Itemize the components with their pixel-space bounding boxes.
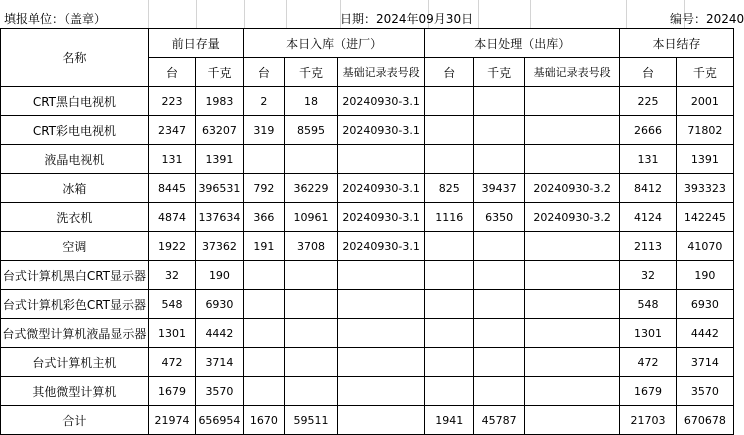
table-row	[1, 348, 734, 377]
in-kg-cell	[285, 145, 338, 174]
bal-tai-cell: 4124	[620, 203, 677, 232]
subheader-bal-tai: 台	[620, 58, 677, 87]
out-record-cell: 20240930-3.2	[525, 203, 620, 232]
unit-label: 填报单位：（盖章）	[4, 12, 107, 26]
group-header-balance: 本日结存	[620, 29, 734, 58]
bal-kg-cell: 6930	[676, 290, 733, 319]
in-tai-cell	[243, 319, 284, 348]
table-row	[1, 319, 734, 348]
subheader-out-tai: 台	[425, 58, 474, 87]
out-tai-cell: 1941	[425, 406, 474, 435]
bal-tai-cell: 1679	[620, 377, 677, 406]
out-tai-cell	[425, 87, 474, 116]
table-row	[1, 145, 734, 174]
in-kg-cell: 8595	[285, 116, 338, 145]
item-name: 空调	[1, 232, 149, 261]
prev-kg-cell: 396531	[196, 174, 244, 203]
out-kg-cell: 6350	[474, 203, 525, 232]
table-row	[1, 174, 734, 203]
in-record-cell	[337, 290, 424, 319]
item-name: 洗衣机	[1, 203, 149, 232]
prev-kg-cell: 3570	[196, 377, 244, 406]
out-tai-cell	[425, 377, 474, 406]
prev-kg-cell: 190	[196, 261, 244, 290]
out-record-cell	[525, 232, 620, 261]
in-kg-cell: 18	[285, 87, 338, 116]
in-record-cell: 20240930-3.1	[337, 174, 424, 203]
in-tai-cell	[243, 145, 284, 174]
bal-tai-cell: 32	[620, 261, 677, 290]
item-name: 液晶电视机	[1, 145, 149, 174]
prev-kg-cell: 4442	[196, 319, 244, 348]
prev-kg-cell: 1983	[196, 87, 244, 116]
out-record-cell	[525, 377, 620, 406]
out-tai-cell	[425, 261, 474, 290]
out-kg-cell	[474, 319, 525, 348]
in-tai-cell: 191	[243, 232, 284, 261]
in-record-cell: 20240930-3.1	[337, 116, 424, 145]
bal-kg-cell: 393323	[676, 174, 733, 203]
in-record-cell	[337, 406, 424, 435]
subheader-out-record: 基础记录表号段	[525, 58, 620, 87]
in-kg-cell	[285, 261, 338, 290]
prev-kg-cell: 63207	[196, 116, 244, 145]
table-row	[1, 232, 734, 261]
out-kg-cell	[474, 261, 525, 290]
bal-tai-cell: 1301	[620, 319, 677, 348]
prev-tai-cell: 472	[148, 348, 195, 377]
item-name: 台式计算机黑白CRT显示器	[1, 261, 149, 290]
bal-kg-cell: 3570	[676, 377, 733, 406]
prev-tai-cell: 4874	[148, 203, 195, 232]
out-record-cell	[525, 87, 620, 116]
bal-tai-cell: 21703	[620, 406, 677, 435]
table-row	[1, 377, 734, 406]
out-record-cell	[525, 145, 620, 174]
out-kg-cell	[474, 116, 525, 145]
out-record-cell	[525, 290, 620, 319]
out-kg-cell	[474, 348, 525, 377]
in-kg-cell	[285, 377, 338, 406]
out-kg-cell	[474, 87, 525, 116]
table-body	[1, 87, 734, 435]
in-record-cell: 20240930-3.1	[337, 87, 424, 116]
prev-tai-cell: 8445	[148, 174, 195, 203]
in-tai-cell	[243, 261, 284, 290]
out-tai-cell	[425, 348, 474, 377]
in-record-cell	[337, 145, 424, 174]
prev-kg-cell: 1391	[196, 145, 244, 174]
out-record-cell	[525, 348, 620, 377]
out-kg-cell: 39437	[474, 174, 525, 203]
out-record-cell	[525, 319, 620, 348]
bal-tai-cell: 472	[620, 348, 677, 377]
bal-kg-cell: 2001	[676, 87, 733, 116]
prev-tai-cell: 1922	[148, 232, 195, 261]
subheader-bal-kg: 千克	[676, 58, 733, 87]
bal-kg-cell: 670678	[676, 406, 733, 435]
report-header	[0, 0, 744, 28]
in-record-cell	[337, 261, 424, 290]
bal-kg-cell: 41070	[676, 232, 733, 261]
bal-kg-cell: 71802	[676, 116, 733, 145]
out-kg-cell	[474, 232, 525, 261]
subheader-in-record: 基础记录表号段	[337, 58, 424, 87]
date-label: 日期：2024年09月30日	[340, 12, 474, 26]
out-kg-cell: 45787	[474, 406, 525, 435]
table-row	[1, 116, 734, 145]
prev-kg-cell: 3714	[196, 348, 244, 377]
prev-tai-cell: 131	[148, 145, 195, 174]
name-header: 名称	[1, 29, 149, 87]
in-record-cell	[337, 377, 424, 406]
prev-kg-cell: 37362	[196, 232, 244, 261]
in-tai-cell: 366	[243, 203, 284, 232]
group-header-prev-stock: 前日存量	[148, 29, 243, 58]
subheader-prev-tai: 台	[148, 58, 195, 87]
prev-tai-cell: 21974	[148, 406, 195, 435]
group-header-inbound: 本日入库（进厂）	[243, 29, 425, 58]
item-name: 台式计算机主机	[1, 348, 149, 377]
prev-tai-cell: 2347	[148, 116, 195, 145]
in-kg-cell: 3708	[285, 232, 338, 261]
in-kg-cell	[285, 319, 338, 348]
out-kg-cell	[474, 377, 525, 406]
in-kg-cell: 59511	[285, 406, 338, 435]
bal-kg-cell: 1391	[676, 145, 733, 174]
group-header-outbound: 本日处理（出库）	[425, 29, 620, 58]
out-record-cell: 20240930-3.2	[525, 174, 620, 203]
inventory-table	[0, 28, 734, 435]
in-record-cell: 20240930-3.1	[337, 232, 424, 261]
bal-tai-cell: 2113	[620, 232, 677, 261]
out-tai-cell	[425, 145, 474, 174]
out-kg-cell	[474, 145, 525, 174]
out-tai-cell	[425, 232, 474, 261]
prev-tai-cell: 548	[148, 290, 195, 319]
table-row	[1, 203, 734, 232]
out-tai-cell	[425, 290, 474, 319]
in-record-cell	[337, 348, 424, 377]
bal-tai-cell: 2666	[620, 116, 677, 145]
out-tai-cell: 825	[425, 174, 474, 203]
subheader-prev-kg: 千克	[196, 58, 244, 87]
in-tai-cell: 792	[243, 174, 284, 203]
out-tai-cell: 1116	[425, 203, 474, 232]
item-name: 其他微型计算机	[1, 377, 149, 406]
bal-kg-cell: 3714	[676, 348, 733, 377]
subheader-in-tai: 台	[243, 58, 284, 87]
out-record-cell	[525, 116, 620, 145]
in-record-cell	[337, 319, 424, 348]
total-row	[1, 406, 734, 435]
table-row	[1, 261, 734, 290]
bal-kg-cell: 4442	[676, 319, 733, 348]
bal-tai-cell: 225	[620, 87, 677, 116]
in-tai-cell: 319	[243, 116, 284, 145]
item-name: 台式计算机彩色CRT显示器	[1, 290, 149, 319]
prev-kg-cell: 6930	[196, 290, 244, 319]
in-kg-cell: 36229	[285, 174, 338, 203]
in-kg-cell	[285, 290, 338, 319]
item-name: 台式微型计算机液晶显示器	[1, 319, 149, 348]
table-row	[1, 87, 734, 116]
prev-tai-cell: 1301	[148, 319, 195, 348]
bal-tai-cell: 8412	[620, 174, 677, 203]
prev-tai-cell: 32	[148, 261, 195, 290]
in-tai-cell	[243, 377, 284, 406]
in-tai-cell: 2	[243, 87, 284, 116]
prev-kg-cell: 137634	[196, 203, 244, 232]
table-row	[1, 290, 734, 319]
in-kg-cell: 10961	[285, 203, 338, 232]
in-tai-cell	[243, 348, 284, 377]
in-record-cell: 20240930-3.1	[337, 203, 424, 232]
bal-kg-cell: 190	[676, 261, 733, 290]
in-tai-cell	[243, 290, 284, 319]
prev-tai-cell: 223	[148, 87, 195, 116]
item-name: 冰箱	[1, 174, 149, 203]
bal-tai-cell: 131	[620, 145, 677, 174]
out-record-cell	[525, 406, 620, 435]
bal-kg-cell: 142245	[676, 203, 733, 232]
in-kg-cell	[285, 348, 338, 377]
out-tai-cell	[425, 116, 474, 145]
prev-tai-cell: 1679	[148, 377, 195, 406]
item-name: CRT彩电电视机	[1, 116, 149, 145]
out-tai-cell	[425, 319, 474, 348]
out-record-cell	[525, 261, 620, 290]
prev-kg-cell: 656954	[196, 406, 244, 435]
subheader-out-kg: 千克	[474, 58, 525, 87]
item-name: CRT黑白电视机	[1, 87, 149, 116]
out-kg-cell	[474, 290, 525, 319]
code-label: 编号：20240	[670, 12, 744, 26]
in-tai-cell: 1670	[243, 406, 284, 435]
subheader-in-kg: 千克	[285, 58, 338, 87]
item-name: 合计	[1, 406, 149, 435]
bal-tai-cell: 548	[620, 290, 677, 319]
